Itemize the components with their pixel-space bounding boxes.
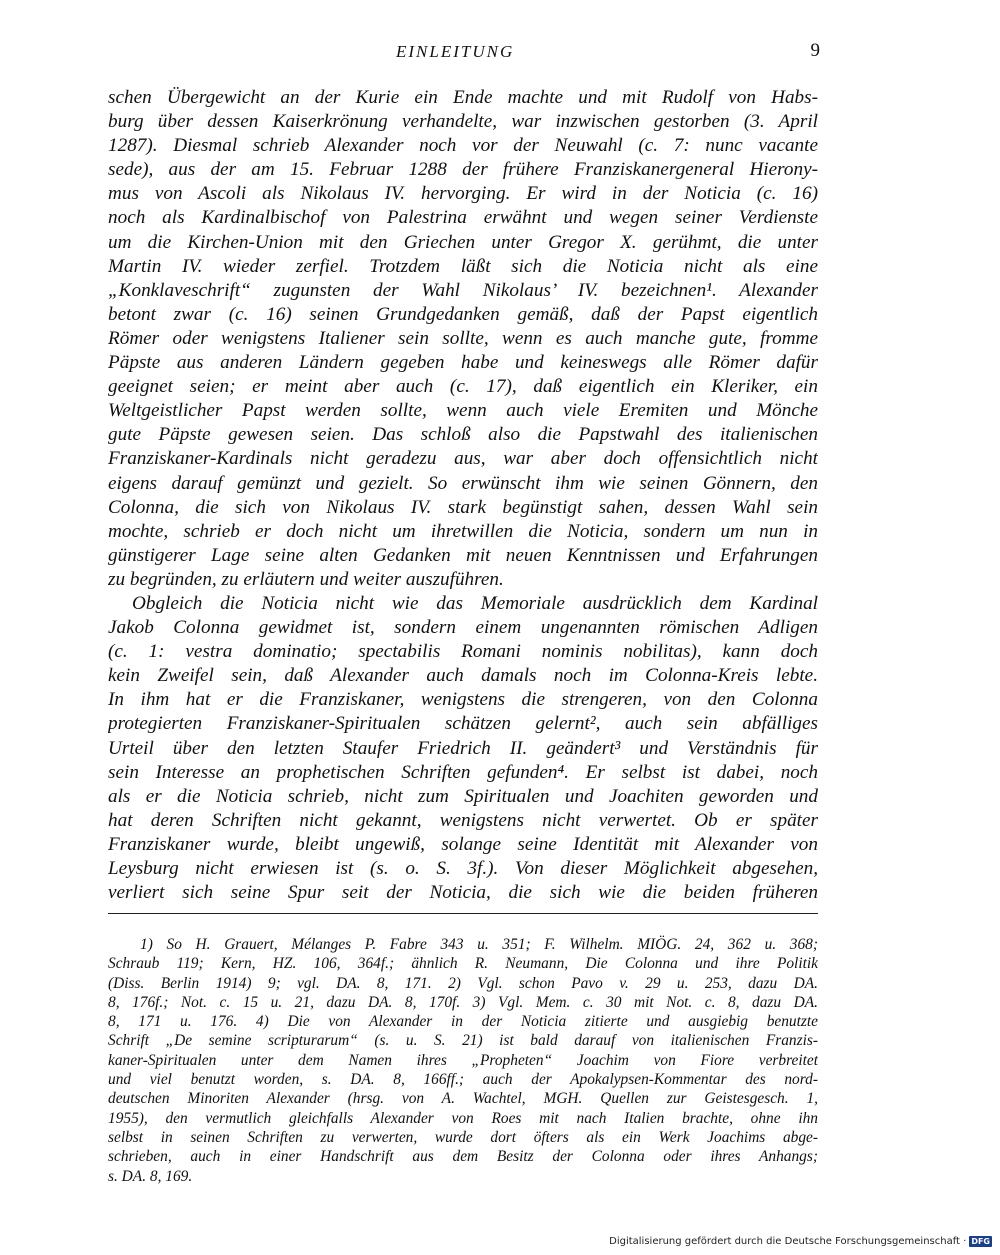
body-line: Obgleich die Noticia nicht wie das Memoriale ausdrücklich dem Kardinal — [132, 592, 818, 614]
footnote-line: und viel benutzt worden, s. DA. 8, 166ff.; auch der Apokalypsen-Kommentar des nord- — [108, 1071, 818, 1089]
body-line: Leysburg nicht erwiesen ist (s. o. S. 3f.). Von dieser Möglichkeit abgesehen, — [108, 858, 818, 879]
footnote-line: schrieben, auch in einer Handschrift aus dem Besitz der Colonna oder ihres Anhangs; — [108, 1148, 818, 1166]
body-line: 1287). Diesmal schrieb Alexander noch vor der Neuwahl (c. 7: nunc vacante — [108, 135, 818, 157]
body-line: als er die Noticia schrieb, nicht zum Spiritualen und Joachiten geworden und — [108, 785, 818, 807]
footnote-line: Schraub 119; Kern, HZ. 106, 364f.; ähnlich R. Neumann, Die Colonna und ihre Politik — [108, 955, 818, 973]
body-line: schen Übergewicht an der Kurie ein Ende machte und mit Rudolf von Habs- — [108, 87, 818, 108]
body-line: In ihm hat er die Franziskaner, wenigstens die strengeren, von den Colonna — [108, 689, 818, 711]
body-line: verliert sich seine Spur seit der Noticia, die sich wie die beiden früheren — [108, 882, 818, 904]
body-line: eigens darauf gemünzt und gezielt. So erwünscht ihm wie seinen Gönnern, den — [108, 472, 818, 494]
page-number: 9 — [810, 40, 820, 61]
body-line: um die Kirchen-Union mit den Griechen unter Gregor X. gerühmt, die unter — [108, 231, 818, 253]
body-line: Jakob Colonna gewidmet ist, sondern einem ungenannten römischen Adligen — [108, 617, 818, 639]
body-line: Päpste aus anderen Ländern gegeben habe und keineswegs alle Römer dafür — [108, 352, 818, 374]
body-line: „Konklaveschrift“ zugunsten der Wahl Nikolaus’ IV. bezeichnen¹. Alexander — [108, 279, 818, 301]
footnote-line: selbst in seinen Schriften zu verwerten, wurde dort öfters als ein Werk Joachims abge- — [108, 1128, 818, 1146]
footnote-line: s. DA. 8, 169. — [108, 1167, 193, 1185]
body-line: gute Päpste gewesen seien. Das schloß also die Papstwahl des italienischen — [108, 424, 818, 446]
body-line: Weltgeistlicher Papst werden sollte, wenn auch viele Eremiten und Mönche — [108, 400, 818, 422]
footnote-line: (Diss. Berlin 1914) 9; vgl. DA. 8, 171. 2) Vgl. schon Pavo v. 29 u. 253, dazu DA. — [108, 974, 818, 992]
footnote-line: Schrift „De semine scripturarum“ (s. u. S. 21) ist bald darauf von italienischen Franzis- — [108, 1032, 818, 1050]
body-line: Colonna, die sich von Nikolaus IV. stark begünstigt sahen, dessen Wahl sein — [108, 496, 818, 518]
body-line: Römer oder wenigstens Italiener sein sollte, wenn es auch manche gute, fromme — [108, 327, 818, 349]
footnote-line: 1955), den vermutlich gleichfalls Alexander von Roes mit nach Italien brachte, ohne ihn — [108, 1109, 818, 1127]
body-line: betont zwar (c. 16) seinen Grundgedanken gemäß, daß der Papst eigentlich — [108, 303, 818, 325]
body-line: sede), aus der am 15. Februar 1288 der frühere Franziskanergeneral Hierony- — [108, 159, 818, 181]
footnote-line: 8, 171 u. 176. 4) Die von Alexander in der Noticia zitierte und ausgiebig benutzte — [108, 1013, 818, 1031]
footnote-line: kaner-Spiritualen unter dem Namen ihres „Propheten“ Joachim von Fiore verbreitet — [108, 1051, 818, 1069]
body-line: protegierten Franziskaner-Spiritualen schätzen gelernt², auch sein abfälliges — [108, 713, 818, 735]
body-line: mus von Ascoli als Nikolaus IV. hervorging. Er wird in der Noticia (c. 16) — [108, 183, 818, 205]
dfg-logo: DFG — [971, 1237, 990, 1246]
body-line: burg über dessen Kaiserkrönung verhandelte, war inzwischen gestorben (3. April — [108, 111, 818, 133]
body-line: Franziskaner-Kardinals nicht geradezu aus, war aber doch offensichtlich nicht — [108, 448, 818, 470]
body-line: Martin IV. wieder zerfiel. Trotzdem läßt sich die Noticia nicht als eine — [108, 255, 818, 277]
body-line: geeignet seien; er meint aber auch (c. 17), daß eigentlich ein Kleriker, ein — [108, 376, 818, 398]
body-line: Franziskaner wurde, bleibt ungewiß, solange seine Identität mit Alexander von — [108, 833, 818, 855]
digitization-credit — [609, 1236, 992, 1247]
body-line: kein Zweifel sein, daß Alexander auch damals noch im Colonna-Kreis lebte. — [108, 665, 818, 687]
body-line: hat deren Schriften nicht gekannt, wenigstens nicht verwertet. Ob er später — [108, 809, 818, 831]
body-line: sein Interesse an prophetischen Schriften gefunden⁴. Er selbst ist dabei, noch — [108, 761, 818, 783]
body-line: mochte, schrieb er doch nicht um ihretwillen die Noticia, sondern um nun in — [108, 520, 818, 542]
body-line: zu begründen, zu erläutern und weiter auszuführen. — [108, 568, 504, 590]
footnote-line: 8, 176f.; Not. c. 15 u. 21, dazu DA. 8, 170f. 3) Vgl. Mem. c. 30 mit Not. c. 8, dazu DA. — [108, 993, 818, 1011]
body-line: noch als Kardinalbischof von Palestrina erwähnt und wegen seiner Verdienste — [108, 207, 818, 229]
footnote-line: 1) So H. Grauert, Mélanges P. Fabre 343 u. 351; F. Wilhelm. MIÖG. 24, 362 u. 368; — [140, 936, 818, 953]
body-text — [108, 86, 818, 905]
running-head-title: EINLEITUNG — [396, 42, 515, 61]
body-line: Urteil über den letzten Staufer Friedrich II. geändert³ und Verständnis für — [108, 737, 818, 759]
footnote-line: deutschen Minoriten Alexander (hrsg. von A. Wachtel, MGH. Quellen zur Geistesgesch. 1, — [108, 1090, 818, 1108]
credit-text: Digitalisierung gefördert durch die Deutsche Forschungsgemeinschaft · — [609, 1236, 967, 1247]
body-line: (c. 1: vestra dominatio; spectabilis Romani nominis nobilitas), kann doch — [108, 641, 818, 663]
body-line: günstigerer Lage seine alten Gedanken mit neuen Kenntnissen und Erfahrungen — [108, 544, 818, 566]
footnotes — [108, 935, 818, 1186]
footnote-rule — [108, 913, 818, 914]
